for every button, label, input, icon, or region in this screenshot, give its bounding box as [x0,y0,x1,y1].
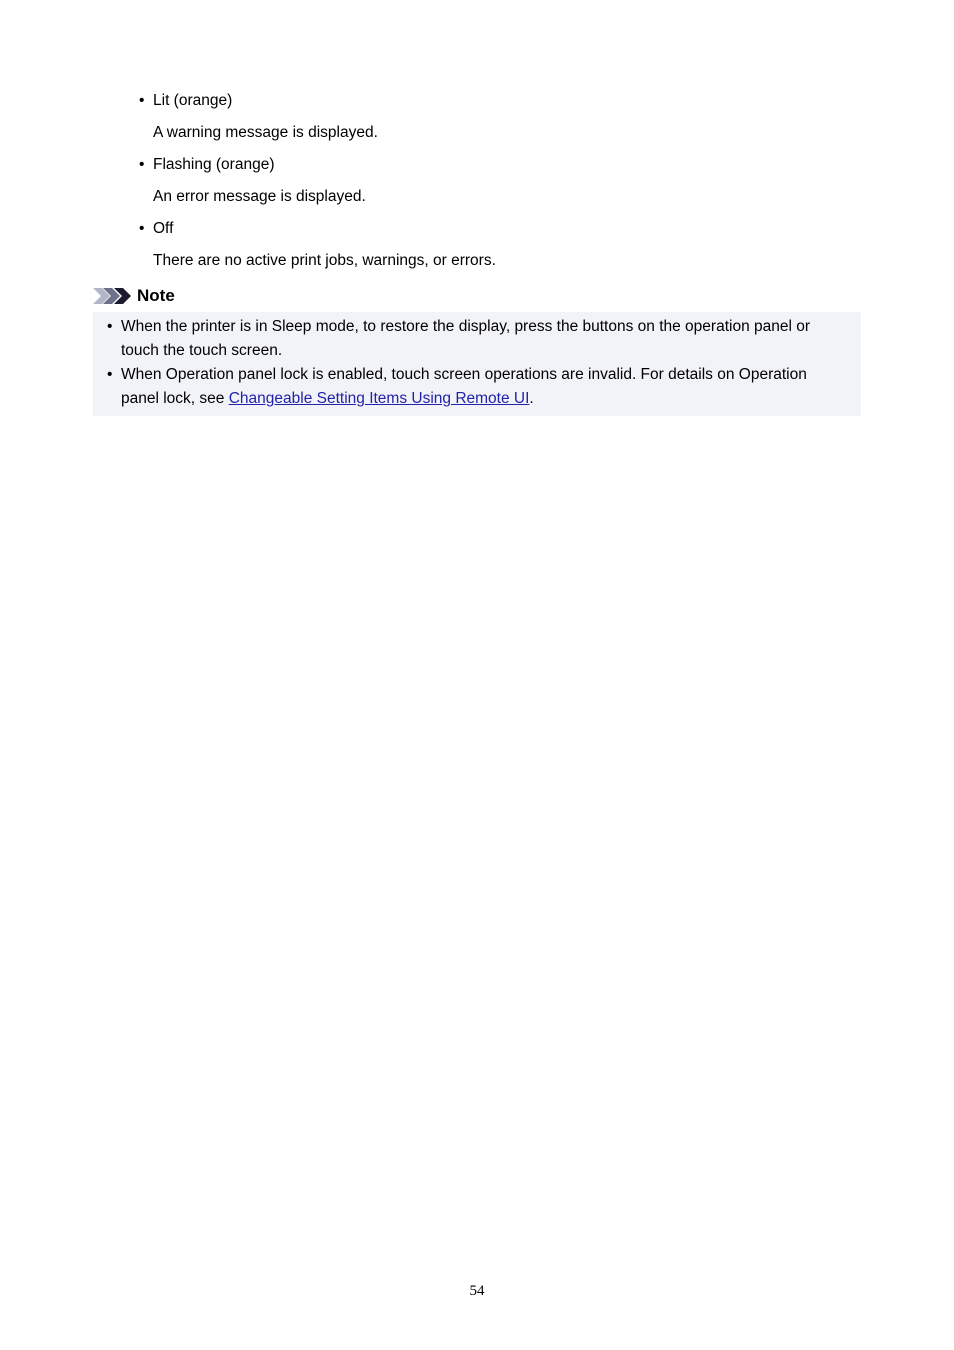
status-description: There are no active print jobs, warnings, or errors. [153,252,496,269]
bullet: • [139,92,145,109]
note-box [93,312,861,416]
status-description: A warning message is displayed. [153,124,378,141]
status-list [137,89,837,281]
note-item [107,315,845,363]
note-text: When the printer is in Sleep mode, to restore the display, press the buttons on the operation panel or touch the touch screen. [121,318,811,359]
note-item [107,363,845,411]
triple-chevron-right-icon [93,288,131,304]
bullet: • [139,220,145,237]
status-label: Lit (orange) [153,92,233,109]
status-description: An error message is displayed. [153,188,366,205]
note-list [107,315,845,411]
bullet: • [107,318,113,335]
status-item-lit-orange [137,89,837,145]
bullet: • [107,366,113,383]
bullet: • [139,156,145,173]
status-label: Flashing (orange) [153,156,275,173]
note-text: When Operation panel lock is enabled, touch screen operations are invalid. For details on Operation panel lock, see [121,366,807,407]
note-heading [93,284,175,308]
status-label: Off [153,220,174,237]
remote-ui-settings-link[interactable]: Changeable Setting Items Using Remote UI [228,390,530,407]
note-text-end: . [529,390,534,407]
status-item-flashing-orange [137,153,837,209]
page-number: 54 [469,1283,485,1299]
note-title: Note [137,286,175,305]
status-item-off [137,217,837,273]
